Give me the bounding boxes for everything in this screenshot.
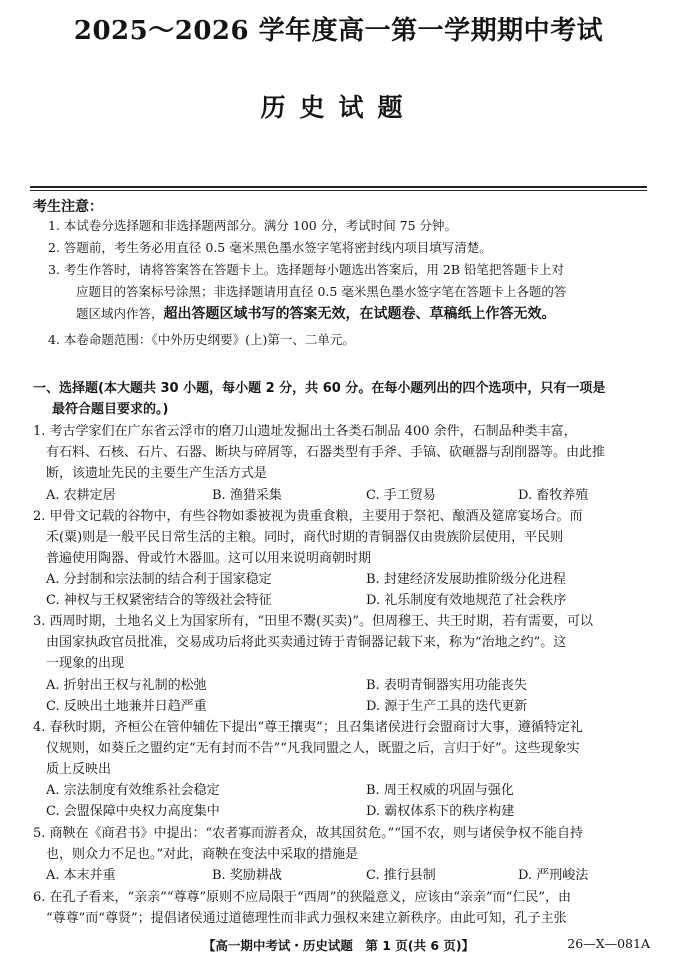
question-2-line: 2. 甲骨文记载的谷物中，有些谷物如黍被视为贵重食粮，主要用于祭祀、酿酒及筵席宴场合。而 [33,509,583,524]
question-5-line: 5. 商鞅在《商君书》中提出：“农者寡而游者众，故其国贫危。”“国不农，则与诸侯争权不能自持 [33,826,583,841]
notice-heading: 考生注意： [33,199,103,215]
question-3-option-c[interactable]: C. 反映出土地兼并日趋严重 [46,699,207,714]
notice-item: 3. 考生作答时，请将答案答在答题卡上。选择题每小题选出答案后，用 2B 铅笔把答题卡上对 [48,262,564,277]
subject-title: 历史试题 [260,93,417,122]
notice-item: 4. 本卷命题范围：《中外历史纲要》(上)第一、二单元。 [48,332,355,347]
question-6-line: “尊尊”而“尊贤”；提倡诸侯通过道德理性而非武力强权来建立新秩序。由此可知，孔子主张 [46,911,567,926]
notice-item: 1. 本试卷分选择题和非选择题两部分。满分 100 分，考试时间 75 分钟。 [48,218,458,233]
question-1-option-b[interactable]: B. 渔猎采集 [212,488,282,503]
question-1-line: 有石料、石核、石片、石器、断块与碎屑等，石器类型有手斧、手镐、砍砸器与刮削器等。由此推 [46,445,606,460]
footer-page-info: 【高一期中考试・历史试题 第 1 页(共 6 页)】 [202,938,475,953]
question-4-line: 质上反映出 [46,762,112,777]
notice-emphasis: 超出答题区域书写的答案无效，在试题卷、草稿纸上作答无效。 [163,306,556,322]
notice-item: 应题目的答案标号涂黑；非选择题请用直径 0.5 毫米黑色墨水签字笔在答题卡上各题的答 [76,284,567,299]
question-1-option-a[interactable]: A. 农耕定居 [46,488,116,503]
question-2-option-b[interactable]: B. 封建经济发展助推阶级分化进程 [366,572,566,587]
question-5-option-a[interactable]: A. 本末并重 [46,868,116,883]
question-2-option-c[interactable]: C. 神权与王权紧密结合的等级社会特征 [46,593,272,608]
section-heading: 一、选择题(本大题共 30 小题，每小题 2 分，共 60 分。在每小题列出的四个选项中，只有一项是 [33,381,606,396]
notice-item: 2. 答题前，考生务必用直径 0.5 毫米黑色墨水签字笔将密封线内项目填写清楚。 [48,240,492,255]
question-3-line: 3. 西周时期，土地名义上为国家所有，“田里不鬻(买卖)”。但周穆王、共王时期，若有需要，可以 [33,614,593,629]
question-3-line: 由国家执政官员批准，交易成功后将此买卖通过铸于青铜器记载下来，称为“治地之约”。这 [46,635,567,650]
question-3-option-b[interactable]: B. 表明青铜器实用功能丧失 [366,678,527,693]
question-4-option-c[interactable]: C. 会盟保障中央权力高度集中 [46,804,220,819]
divider-thin [30,190,647,191]
question-6-line: 6. 在孔子看来，“亲亲”“尊尊”原则不应局限于“西周”的狭隘意义，应该由“亲亲”而“仁民”，由 [33,890,571,905]
question-4-line: 仪规则，如葵丘之盟约定“无有封而不告”“凡我同盟之人，既盟之后，言归于好”。这些现象实 [46,741,580,756]
question-5-option-b[interactable]: B. 奖励耕战 [212,868,282,883]
question-2-line: 禾(粟)则是一般平民日常生活的主粮。同时，商代时期的青铜器仅由贵族阶层使用，平民则 [46,530,564,545]
question-4-option-b[interactable]: B. 周王权威的巩固与强化 [366,783,514,798]
question-4-option-a[interactable]: A. 宗法制度有效维系社会稳定 [46,783,220,798]
notice-item-text: 题区域内作答， [76,306,164,321]
divider-thick [30,186,647,188]
question-5-option-d[interactable]: D. 严刑峻法 [518,868,589,883]
question-1-option-c[interactable]: C. 手工贸易 [366,488,436,503]
question-2-option-a[interactable]: A. 分封制和宗法制的结合利于国家稳定 [46,572,272,587]
question-1-line: 1. 考古学家们在广东省云浮市的磨刀山遗址发掘出土各类石制品 400 余件，石制品种类丰富， [33,424,577,439]
question-4-option-d[interactable]: D. 霸权体系下的秩序构建 [366,804,515,819]
question-3-option-a[interactable]: A. 折射出王权与礼制的松弛 [46,678,207,693]
notice-item-line [76,304,556,324]
footer-exam-code: 26—X—081A [567,936,650,951]
question-2-option-d[interactable]: D. 礼乐制度有效地规范了社会秩序 [366,593,567,608]
question-5-line: 也，则众力不足也。”对此，商鞅在变法中采取的措施是 [46,847,359,862]
question-2-line: 普遍使用陶器、骨或竹木器皿。这可以用来说明商朝时期 [46,551,372,566]
exam-title: 2025～2026 学年度高一第一学期期中考试 [73,16,604,46]
question-1-line: 断，该遗址先民的主要生产生活方式是 [46,466,268,481]
question-4-line: 4. 春秋时期，齐桓公在管仲辅佐下提出“尊王攘夷”；且召集诸侯进行会盟商讨大事，遵循特定礼 [33,720,583,735]
question-1-option-d[interactable]: D. 畜牧养殖 [518,488,589,503]
section-heading-cont: 最符合题目要求的。) [52,402,169,417]
question-3-option-d[interactable]: D. 源于生产工具的迭代更新 [366,699,528,714]
question-5-option-c[interactable]: C. 推行县制 [366,868,436,883]
question-3-line: 一现象的出现 [46,656,125,671]
